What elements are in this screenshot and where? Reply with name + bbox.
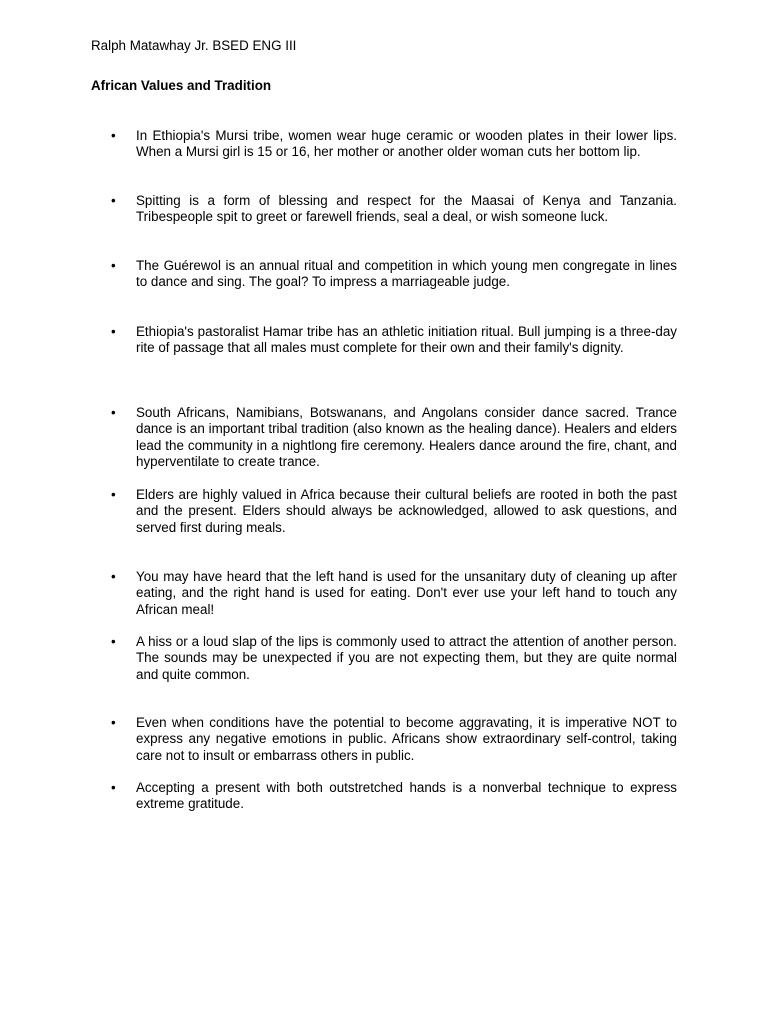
bullet-icon: • (111, 193, 116, 208)
bullet-icon: • (111, 715, 116, 730)
bullet-icon: • (111, 405, 116, 420)
list-item-text: Accepting a present with both outstretched hands is a nonverbal technique to express extreme gratitude. (136, 780, 677, 812)
bullet-icon: • (111, 128, 116, 143)
list-item-text: Ethiopia's pastoralist Hamar tribe has an athletic initiation ritual. Bull jumping is a three-day rite of passage that all males must complete for their own and their family's dignity. (136, 324, 677, 356)
document-title: African Values and Tradition (91, 78, 272, 93)
list-item-text: A hiss or a loud slap of the lips is commonly used to attract the attention of another person. The sounds may be unexpected if you are not expecting them, but they are quite normal and quite common. (136, 634, 677, 682)
list-item-text: South Africans, Namibians, Botswanans, and Angolans consider dance sacred. Trance dance is an important tribal tradition (also known as the healing dance). Healers and elders lead the community in a nightlong fire ceremony. Healers dance around the fire, chant, and hyperventilate to create trance. (136, 405, 677, 470)
bullet-icon: • (111, 258, 116, 273)
list-item-text: In Ethiopia's Mursi tribe, women wear huge ceramic or wooden plates in their lower lips. When a Mursi girl is 15 or 16, her mother or another older woman cuts her bottom lip. (136, 128, 677, 160)
bullet-icon: • (111, 780, 116, 795)
list-item-text: The Guérewol is an annual ritual and competition in which young men congregate in lines to dance and sing. The goal? To impress a marriageable judge. (136, 258, 677, 290)
bullet-icon: • (111, 324, 116, 339)
bullet-icon: • (111, 569, 116, 584)
bullet-icon: • (111, 634, 116, 649)
list-item-text: Even when conditions have the potential to become aggravating, it is imperative NOT to express any negative emotions in public. Africans show extraordinary self-control, taking care not to insult or embarrass others in public. (136, 715, 677, 763)
author-line: Ralph Matawhay Jr. BSED ENG III (91, 38, 297, 53)
list-item-text: You may have heard that the left hand is used for the unsanitary duty of cleaning up after eating, and the right hand is used for eating. Don't ever use your left hand to touch any African meal! (136, 569, 677, 617)
list-item-text: Elders are highly valued in Africa because their cultural beliefs are rooted in both the past and the present. Elders should always be acknowledged, allowed to ask questions, and served first during meals. (136, 487, 677, 535)
list-item-text: Spitting is a form of blessing and respect for the Maasai of Kenya and Tanzania. Tribespeople spit to greet or farewell friends, seal a deal, or wish someone luck. (136, 193, 677, 225)
bullet-icon: • (111, 487, 116, 502)
